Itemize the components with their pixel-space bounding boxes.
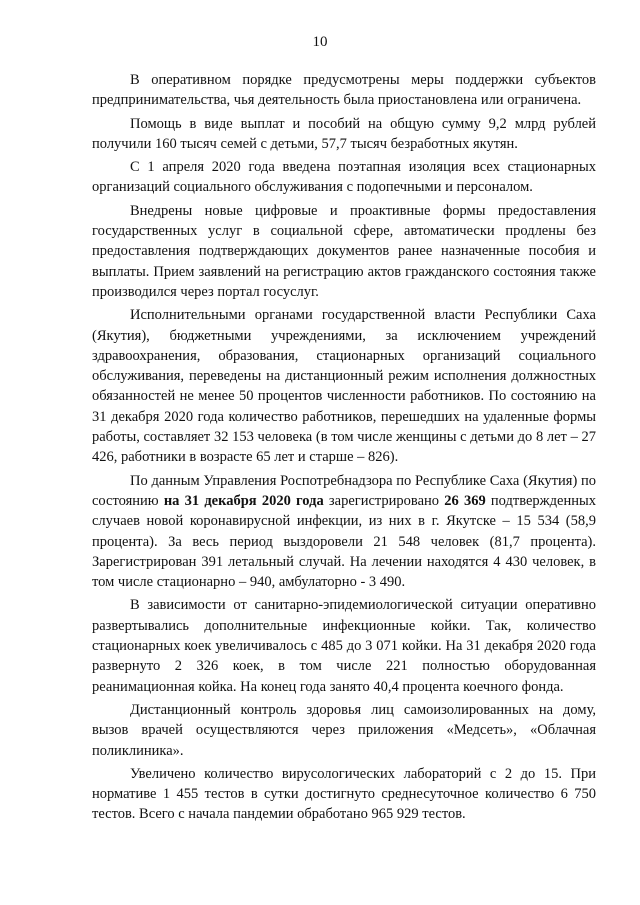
paragraph-digital-services: Внедрены новые цифровые и проактивные формы предоставления государственных услуг в социальной сфере, автоматически продлены без предоставления подтверждающих документов ранее назначенные пособия и выплаты. Прием заявлений на регистрацию актов гражданского состояния также производился через портал госуслуг. [92,202,596,300]
paragraph-isolation: С 1 апреля 2020 года введена поэтапная изоляция всех стационарных организаций социального обслуживания с подопечными и персоналом. [92,159,596,196]
paragraph-business-support: В оперативном порядке предусмотрены меры поддержки субъектов предпринимательства, чья деятельность была приостановлена или ограничена. [92,72,596,109]
paragraph-payments: Помощь в виде выплат и пособий на общую сумму 9,2 млрд рублей получили 160 тысяч семей с детьми, 57,7 тысяч безработных якутян. [92,115,596,152]
paragraph-remote-monitoring: Дистанционный контроль здоровья лиц самоизолированных на дому, вызов врачей осуществляются через приложения «Медсеть», «Облачная поликлиника». [92,701,596,759]
paragraph-laboratories: Увеличено количество вирусологических лабораторий с 2 до 15. При нормативе 1 455 тестов в сутки достигнуто среднесуточное количество 6 750 тестов. Всего с начала пандемии обработано 965 929 тестов. [92,765,596,823]
case-stats-text-start: По данным Управления Роспотребнадзора по Республике Саха (Якутия) по состоянию [92,472,596,509]
paragraph-remote-work: Исполнительными органами государственной власти Республики Саха (Якутия), бюджетными учреждениями, за исключением учреждений здравоохранения, образования, стационарных организаций социального обслуживания, переведены на дистанционный режим исполнения должностных обязанностей не менее 50 процентов численности работников. По состоянию на 31 декабря 2020 года количество работников, перешедших на удаленные формы работы, составляет 32 153 человека (в том числе женщины с детьми до 8 лет – 27 426, работники в возрасте 65 лет и старше – 826). [92,307,596,466]
paragraph-hospital-beds: В зависимости от санитарно-эпидемиологической ситуации оперативно развертывались дополнительные инфекционные койки. Так, количество стационарных коек увеличивалось с 485 до 3 071 койки. На 31 декабря 2020 года развернуто 2 326 коек, в том числе 221 полностью оборудованная реанимационная койка. На конец года занято 40,4 процента коечного фонда. [92,597,596,695]
page-number: 10 [312,34,328,50]
case-stats-date: на 31 декабря 2020 года [163,492,324,509]
paragraph-case-statistics [92,471,596,593]
case-stats-count: 26 369 [444,492,486,509]
case-stats-text-middle: зарегистрировано [323,492,445,509]
case-stats-text-end: подтвержденных случаев новой коронавирусной инфекции, из них в г. Якутске – 15 534 (58,9 процента). За весь период выздоровели 21 548 человек (81,7 процента). Зарегистрирован 391 летальный случай. На лечении находятся 4 430 человек, в том числе стационарно – 940, амбулаторно - 3 490. [92,492,596,591]
document-body [92,70,596,828]
